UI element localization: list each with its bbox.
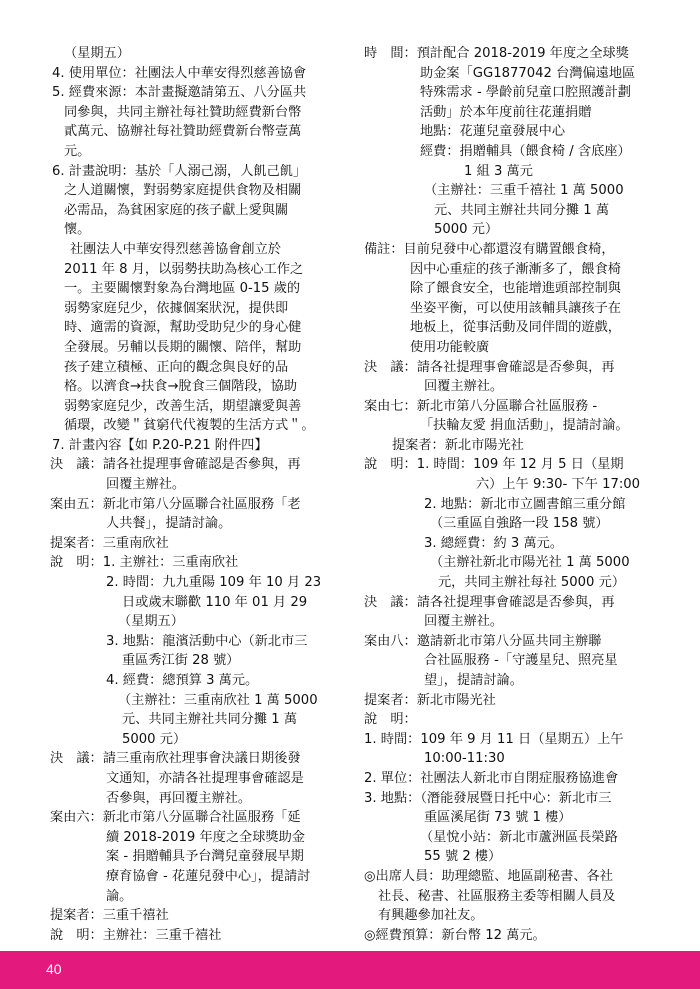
text-line: 說 明：1. 主辦社：三重南欣社 [50, 555, 239, 571]
text-line: （主辦社：三重南欣社 1 萬 5000 [118, 692, 318, 708]
text-line: 六）上午 9:30- 下午 17:00 [476, 477, 641, 493]
text-line: 之人道關懷，對弱勢家庭提供食物及相關 [64, 183, 302, 199]
text-line: 坐姿平衡，可以使用該輔具讓孩子在 [410, 300, 621, 316]
text-line: 10:00-11:30 [424, 751, 505, 767]
text-line: 回覆主辦社。 [424, 379, 504, 395]
text-line: ◎出席人員：助理總監、地區副秘書、各社 [364, 868, 613, 884]
text-line: 回覆主辦社。 [106, 477, 186, 493]
text-line: 時、適需的資源，幫助受助兒少的身心健 [64, 320, 302, 336]
text-line: 懷。 [64, 222, 91, 238]
text-line: 決 議：請各社提理事會確認是否參與，再 [364, 594, 615, 610]
text-line: 合社區服務 -「守護星兒、照亮星 [424, 653, 618, 669]
text-line: （星悅小站：新北市蘆洲區長榮路 [420, 829, 618, 845]
text-line: 說 明：主辦社：三重千禧社 [50, 927, 222, 943]
text-line: 日或歲末聯歡 110 年 01 月 29 [122, 594, 308, 610]
text-line: 同參與，共同主辦社每社贊助經費新台幣 [64, 104, 302, 120]
text-line: 重區溪尾街 73 號 1 樓） [424, 810, 572, 826]
text-line: 3. 地點：龍濱活動中心（新北市三 [106, 633, 308, 649]
text-line: 格。以濟食→扶食→脫食三個階段，協助 [64, 379, 298, 395]
text-line: 時 間：預計配合 2018-2019 年度之全球獎 [364, 46, 629, 61]
text-line: 續 2018-2019 年度之全球獎助金 [106, 829, 305, 845]
text-line: 文通知，亦請各社提理事會確認是 [106, 770, 304, 786]
text-line: 弱勢家庭兒少，改善生活，期望讓愛與善 [64, 398, 302, 414]
text-line: 2. 地點：新北市立圖書館三重分館 [424, 496, 626, 512]
text-line: 全發展。另輔以長期的關懷、陪伴，幫助 [64, 339, 302, 355]
text-line: 使用功能較廣 [410, 339, 490, 355]
text-line: 提案者：三重千禧社 [50, 908, 169, 924]
text-line: 元、共同主辦社共同分攤 1 萬 [122, 712, 298, 728]
text-line: 4. 經費：總預算 3 萬元。 [106, 673, 259, 688]
text-line: 因中心重症的孩子漸漸多了，餵食椅 [410, 261, 621, 277]
right-column [364, 44, 654, 945]
text-line: 備註：目前兒發中心都還沒有購置餵食椅， [364, 241, 615, 257]
text-line: 一。主要關懷對象為台灣地區 0-15 歲的 [64, 281, 301, 297]
text-line: 地點：花蓮兒童發展中心 [420, 124, 566, 140]
text-line: 望」，提請討論。 [424, 673, 523, 688]
text-line: 必需品，為貧困家庭的孩子獻上愛與關 [64, 202, 289, 218]
text-line: 55 號 2 樓） [424, 849, 502, 865]
text-line: 決 議：請三重南欣社理事會決議日期後發 [50, 751, 301, 767]
text-line: （主辦社：三重千禧社 1 萬 5000 [424, 183, 624, 199]
text-line: 說 明：1. 時間：109 年 12 月 5 日（星期 [364, 457, 624, 473]
footer-bar [0, 951, 700, 989]
text-line: 重區秀江街 28 號） [122, 653, 240, 669]
text-line: 案由六：新北市第八分區聯合社區服務「延 [50, 810, 301, 826]
text-line: 1 組 3 萬元 [464, 163, 533, 179]
text-line: 弱勢家庭兒少，依據個案狀況，提供即 [64, 300, 289, 316]
text-line: 案由七：新北市第八分區聯合社區服務 - [364, 398, 598, 414]
text-line: 5000 元） [122, 731, 187, 747]
text-line: 2. 單位：社團法人新北市自閉症服務協進會 [364, 770, 619, 786]
text-line: 除了餵食安全，也能增進頭部控制與 [410, 281, 621, 297]
text-line: 7. 計畫內容【如 P.20-P.21 附件四】 [52, 437, 268, 453]
text-line: 社長、秘書、社區服務主委等相關人員及 [378, 888, 616, 904]
text-line: 決 議：請各社提理事會確認是否參與，再 [50, 457, 301, 473]
text-line: 孩子建立積極、正向的觀念與良好的品 [64, 359, 289, 375]
text-line: 案 - 捐贈輔具予台灣兒童發展早期 [106, 849, 304, 865]
text-line: 活動」於本年度前往花蓮捐贈 [420, 104, 592, 120]
text-line: ◎經費預算：新台幣 12 萬元。 [364, 927, 546, 943]
text-line: 療育協會 - 花蓮兒發中心」，提請討 [106, 868, 311, 884]
text-line: 元，共同主辦社每社 5000 元） [438, 575, 626, 591]
text-line: 人共餐」，提請討論。 [106, 516, 232, 532]
text-line: 地板上，從事活動及同伴間的遊戲， [410, 320, 621, 336]
text-line: 5. 經費來源：本計畫擬邀請第五、八分區共 [52, 85, 307, 101]
text-line: 說 明： [364, 712, 417, 728]
text-line: 5000 元） [434, 222, 499, 238]
text-line: 3. 地點：（潛能發展暨日托中心：新北市三 [364, 790, 612, 806]
text-line: 「扶輪友愛 捐血活動」，提請討論。 [420, 418, 629, 434]
text-line: 1. 時間：109 年 9 月 11 日（星期五）上午 [364, 731, 624, 747]
text-line: （主辦社新北市陽光社 1 萬 5000 [430, 555, 630, 571]
text-line: 助金案「GG1877042 台灣偏遠地區 [420, 65, 636, 81]
text-line: 社團法人中華安得烈慈善協會創立於 [70, 241, 281, 257]
text-line: 4. 使用單位：社團法人中華安得烈慈善協會 [52, 65, 307, 81]
text-line: 經費：捐贈輔具（餵食椅 / 含底座） [420, 143, 631, 159]
text-line: 案由五：新北市第八分區聯合社區服務「老 [50, 496, 301, 512]
text-line: 案由八：邀請新北市第八分區共同主辦聯 [364, 633, 602, 649]
page-number: 40 [46, 961, 62, 977]
text-line: （星期五） [64, 46, 130, 61]
text-line: 2. 時間：九九重陽 109 年 10 月 23 [106, 575, 322, 591]
text-line: 貳萬元、協辦社每社贊助經費新台幣壹萬 [64, 124, 302, 140]
text-line: 有興趣參加社友。 [378, 908, 484, 924]
text-line: 6. 計畫說明：基於「人溺己溺，人飢己飢」 [52, 163, 307, 179]
text-line: 循環，改變＂貧窮代代複製的生活方式＂。 [64, 418, 315, 434]
left-column [50, 44, 340, 945]
text-line: 元。 [64, 143, 91, 159]
text-line: 論。 [106, 888, 133, 904]
text-line: 元、共同主辦社共同分攤 1 萬 [434, 202, 610, 218]
text-line: 提案者：三重南欣社 [50, 535, 169, 551]
text-line: （星期五） [118, 614, 184, 630]
text-line: 3. 總經費：約 3 萬元。 [424, 535, 564, 551]
text-line: 提案者：新北市陽光社 [392, 437, 524, 453]
text-line: 提案者：新北市陽光社 [364, 692, 496, 708]
text-line: （三重區自強路一段 158 號） [430, 516, 609, 532]
text-line: 特殊需求 - 學齡前兒童口腔照護計劃 [420, 85, 631, 101]
text-line: 2011 年 8 月，以弱勢扶助為核心工作之 [64, 261, 304, 277]
text-line: 否參與，再回覆主辦社。 [106, 790, 252, 806]
text-line: 回覆主辦社。 [424, 614, 504, 630]
text-line: 決 議：請各社提理事會確認是否參與，再 [364, 359, 615, 375]
